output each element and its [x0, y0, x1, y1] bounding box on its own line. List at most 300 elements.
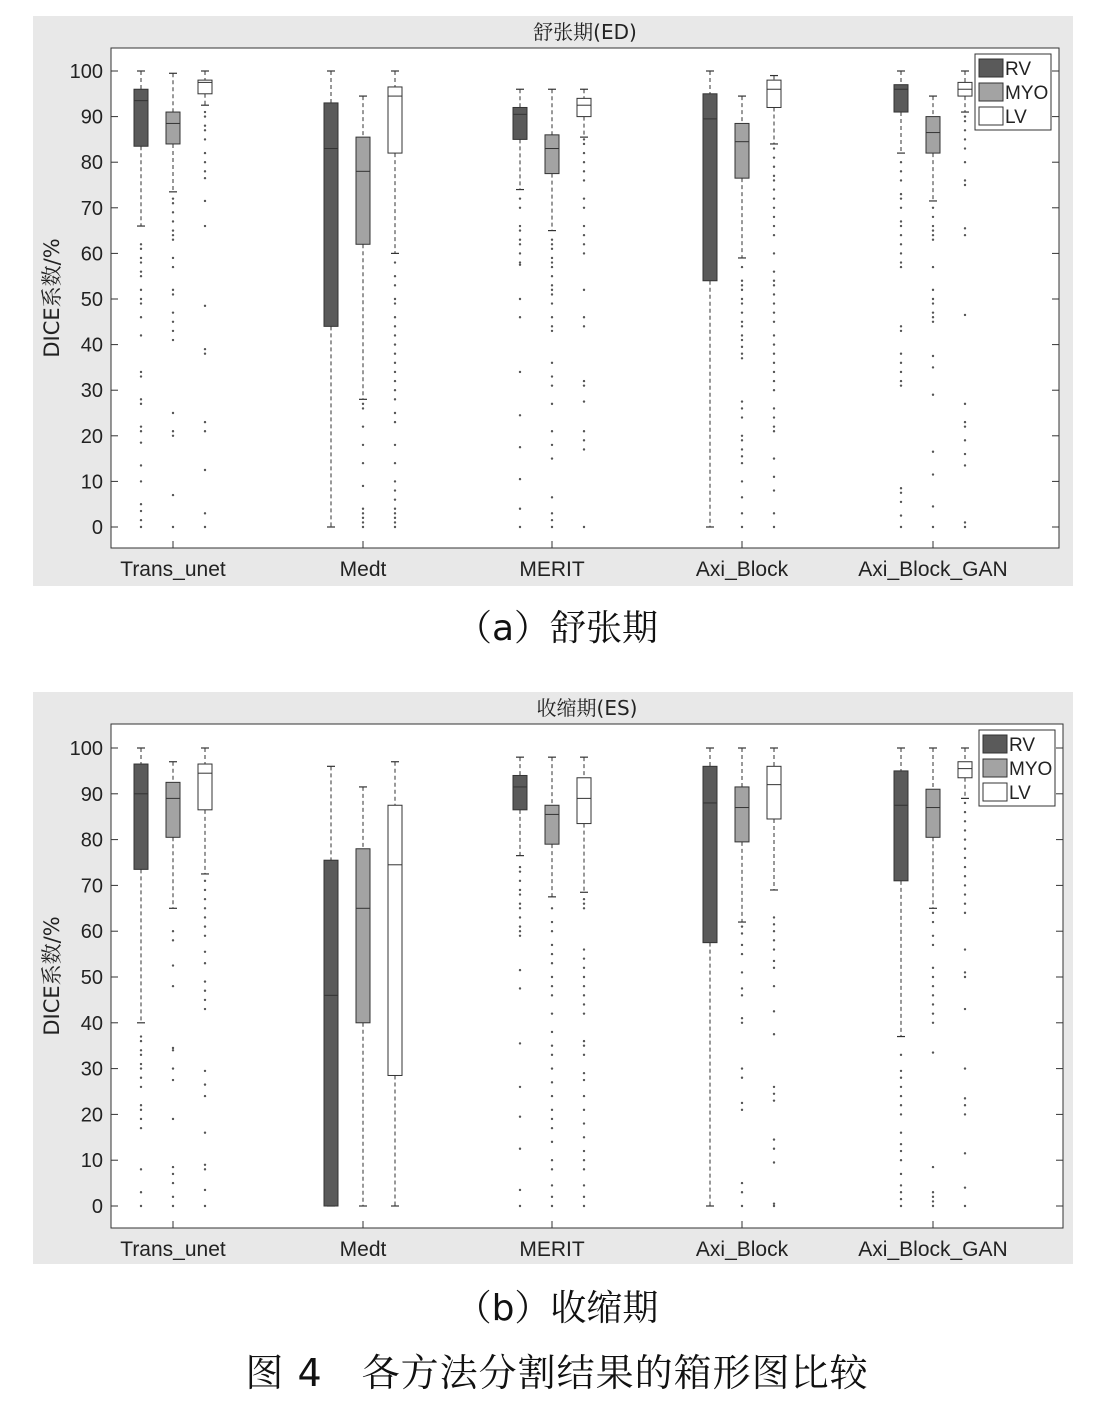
outlier-point: [140, 403, 142, 405]
outlier-point: [394, 526, 396, 528]
outlier-point: [932, 239, 934, 241]
outlier-point: [932, 394, 934, 396]
outlier-point: [583, 138, 585, 140]
outlier-point: [964, 1104, 966, 1106]
outlier-point: [741, 357, 743, 359]
outlier-point: [900, 1205, 902, 1207]
box-body: [926, 789, 940, 837]
outlier-point: [773, 311, 775, 313]
outlier-point: [519, 243, 521, 245]
outlier-point: [900, 1132, 902, 1134]
outlier-point: [172, 229, 174, 231]
outlier-point: [964, 453, 966, 455]
outlier-point: [773, 197, 775, 199]
y-tick-label: 60: [80, 243, 103, 266]
outlier-point: [932, 266, 934, 268]
subfigure-caption-b: （b）收缩期: [455, 1288, 659, 1329]
outlier-point: [204, 469, 206, 471]
outlier-point: [172, 985, 174, 987]
outlier-point: [932, 935, 934, 937]
outlier-point: [741, 289, 743, 291]
outlier-point: [172, 257, 174, 259]
outlier-point: [900, 261, 902, 263]
outlier-point: [519, 371, 521, 373]
outlier-point: [551, 1081, 553, 1083]
legend-swatch-lv: [983, 783, 1007, 801]
outlier-point: [900, 1104, 902, 1106]
outlier-point: [741, 346, 743, 348]
outlier-point: [773, 967, 775, 969]
outlier-point: [551, 316, 553, 318]
outlier-point: [394, 412, 396, 414]
outlier-point: [172, 330, 174, 332]
outlier-point: [172, 939, 174, 941]
outlier-point: [172, 430, 174, 432]
y-tick-label: 0: [91, 517, 103, 539]
outlier-point: [741, 994, 743, 996]
outlier-point: [551, 1109, 553, 1111]
outlier-point: [140, 1040, 142, 1042]
outlier-point: [140, 1109, 142, 1111]
outlier-point: [519, 889, 521, 891]
y-tick-label: 90: [80, 106, 103, 129]
outlier-point: [362, 517, 364, 519]
outlier-point: [519, 866, 521, 868]
outlier-point: [900, 514, 902, 516]
outlier-point: [172, 266, 174, 268]
outlier-point: [204, 129, 206, 131]
outlier-point: [140, 1168, 142, 1170]
outlier-point: [964, 811, 966, 813]
outlier-point: [551, 1168, 553, 1170]
outlier-point: [551, 325, 553, 327]
outlier-point: [362, 508, 364, 510]
box-body: [703, 94, 717, 281]
outlier-point: [964, 1067, 966, 1069]
outlier-point: [204, 115, 206, 117]
outlier-point: [932, 1196, 934, 1198]
outlier-point: [583, 1196, 585, 1198]
chart-panel-diastole: [33, 16, 1073, 586]
outlier-point: [551, 526, 553, 528]
outlier-point: [932, 473, 934, 475]
outlier-point: [362, 407, 364, 409]
outlier-point: [204, 1132, 206, 1134]
outlier-point: [519, 1148, 521, 1150]
outlier-point: [204, 1008, 206, 1010]
outlier-point: [741, 462, 743, 464]
legend: [979, 730, 1055, 806]
outlier-point: [172, 234, 174, 236]
outlier-point: [964, 893, 966, 895]
outlier-point: [932, 298, 934, 300]
y-tick-label: 70: [80, 197, 103, 220]
outlier-point: [741, 416, 743, 418]
outlier-point: [741, 1191, 743, 1193]
outlier-point: [964, 1186, 966, 1188]
outlier-point: [172, 964, 174, 966]
outlier-point: [583, 1184, 585, 1186]
outlier-point: [583, 316, 585, 318]
outlier-point: [172, 1047, 174, 1049]
outlier-point: [551, 275, 553, 277]
outlier-point: [551, 1159, 553, 1161]
outlier-point: [932, 311, 934, 313]
outlier-point: [964, 464, 966, 466]
legend-label-rv: RV: [1009, 735, 1036, 756]
outlier-point: [741, 448, 743, 450]
outlier-point: [741, 266, 743, 268]
outlier-point: [773, 476, 775, 478]
outlier-point: [741, 311, 743, 313]
outlier-point: [583, 1072, 585, 1074]
outlier-point: [204, 1168, 206, 1170]
outlier-point: [964, 838, 966, 840]
outlier-point: [932, 976, 934, 978]
outlier-point: [900, 353, 902, 355]
legend-swatch-rv: [983, 735, 1007, 753]
outlier-point: [551, 1205, 553, 1207]
outlier-point: [140, 298, 142, 300]
outlier-point: [964, 234, 966, 236]
outlier-point: [394, 343, 396, 345]
chart-diastole: [33, 16, 1073, 586]
outlier-point: [964, 161, 966, 163]
outlier-point: [551, 930, 553, 932]
outlier-point: [583, 1045, 585, 1047]
outlier-point: [741, 339, 743, 341]
outlier-point: [583, 430, 585, 432]
outlier-point: [551, 257, 553, 259]
outlier-point: [773, 425, 775, 427]
y-tick-label: 0: [91, 1196, 103, 1218]
legend-label-lv: LV: [1009, 783, 1031, 804]
box-body: [134, 764, 148, 869]
outlier-point: [583, 243, 585, 245]
outlier-point: [583, 957, 585, 959]
outlier-point: [551, 1095, 553, 1097]
box-body: [767, 80, 781, 107]
outlier-point: [583, 1205, 585, 1207]
outlier-point: [394, 521, 396, 523]
outlier-point: [519, 225, 521, 227]
outlier-point: [394, 398, 396, 400]
outlier-point: [900, 1113, 902, 1115]
outlier-point: [964, 147, 966, 149]
outlier-point: [204, 1164, 206, 1166]
outlier-point: [172, 289, 174, 291]
outlier-point: [551, 261, 553, 263]
outlier-point: [741, 302, 743, 304]
outlier-point: [932, 526, 934, 528]
box-body: [894, 771, 908, 881]
outlier-point: [140, 425, 142, 427]
outlier-point: [964, 120, 966, 122]
outlier-point: [394, 380, 396, 382]
outlier-point: [172, 220, 174, 222]
outlier-point: [773, 321, 775, 323]
box-body: [388, 87, 402, 153]
outlier-point: [741, 944, 743, 946]
outlier-point: [900, 220, 902, 222]
outlier-point: [551, 976, 553, 978]
outlier-point: [140, 519, 142, 521]
outlier-point: [551, 284, 553, 286]
outlier-point: [583, 1136, 585, 1138]
y-tick-label: 30: [80, 380, 103, 403]
outlier-point: [583, 898, 585, 900]
outlier-point: [551, 239, 553, 241]
box-body: [958, 762, 972, 778]
outlier-point: [932, 316, 934, 318]
outlier-point: [551, 1031, 553, 1033]
outlier-point: [964, 439, 966, 441]
outlier-point: [900, 371, 902, 373]
outlier-point: [773, 175, 775, 177]
outlier-point: [583, 994, 585, 996]
outlier-point: [964, 912, 966, 914]
outlier-point: [900, 325, 902, 327]
outlier-point: [204, 111, 206, 113]
outlier-point: [583, 143, 585, 145]
outlier-point: [900, 1095, 902, 1097]
outlier-point: [519, 207, 521, 209]
x-tick-label: MERIT: [519, 1238, 585, 1261]
outlier-point: [773, 334, 775, 336]
outlier-point: [172, 339, 174, 341]
outlier-point: [773, 216, 775, 218]
outlier-point: [900, 243, 902, 245]
outlier-point: [900, 1086, 902, 1088]
outlier-point: [773, 930, 775, 932]
outlier-point: [900, 492, 902, 494]
outlier-point: [519, 197, 521, 199]
outlier-point: [773, 389, 775, 391]
outlier-point: [519, 969, 521, 971]
outlier-point: [140, 1104, 142, 1106]
outlier-point: [583, 948, 585, 950]
outlier-point: [964, 115, 966, 117]
outlier-point: [394, 302, 396, 304]
outlier-point: [519, 229, 521, 231]
outlier-point: [394, 362, 396, 364]
outlier-point: [773, 526, 775, 528]
outlier-point: [900, 526, 902, 528]
outlier-point: [741, 925, 743, 927]
outlier-point: [204, 999, 206, 1001]
outlier-point: [362, 526, 364, 528]
outlier-point: [932, 921, 934, 923]
outlier-point: [140, 1191, 142, 1193]
subfigure-caption-a: （a）舒张期: [455, 608, 659, 649]
outlier-point: [204, 990, 206, 992]
outlier-point: [519, 414, 521, 416]
outlier-point: [140, 289, 142, 291]
y-tick-label: 70: [80, 875, 103, 898]
outlier-point: [140, 510, 142, 512]
outlier-point: [583, 976, 585, 978]
outlier-point: [140, 398, 142, 400]
outlier-point: [172, 1079, 174, 1081]
outlier-point: [964, 971, 966, 973]
outlier-point: [551, 1054, 553, 1056]
outlier-point: [773, 166, 775, 168]
outlier-point: [204, 170, 206, 172]
outlier-point: [583, 384, 585, 386]
outlier-point: [900, 1191, 902, 1193]
box-body: [513, 107, 527, 139]
outlier-point: [741, 496, 743, 498]
outlier-point: [964, 948, 966, 950]
x-tick-label: Axi_Block: [695, 1238, 789, 1261]
outlier-point: [172, 526, 174, 528]
outlier-point: [583, 1150, 585, 1152]
outlier-point: [140, 503, 142, 505]
y-tick-label: 30: [80, 1058, 103, 1081]
box-body: [166, 112, 180, 144]
outlier-point: [519, 1189, 521, 1191]
outlier-point: [900, 161, 902, 163]
legend-label-myo: MYO: [1009, 759, 1053, 780]
outlier-point: [773, 353, 775, 355]
outlier-point: [773, 302, 775, 304]
outlier-point: [519, 987, 521, 989]
outlier-point: [583, 448, 585, 450]
outlier-point: [362, 444, 364, 446]
outlier-point: [140, 464, 142, 466]
outlier-point: [140, 1127, 142, 1129]
outlier-point: [900, 362, 902, 364]
outlier-point: [394, 508, 396, 510]
x-tick-label: Axi_Block_GAN: [858, 558, 1008, 581]
outlier-point: [583, 197, 585, 199]
outlier-point: [932, 225, 934, 227]
outlier-point: [583, 234, 585, 236]
outlier-point: [583, 289, 585, 291]
outlier-point: [773, 1086, 775, 1088]
outlier-point: [741, 953, 743, 955]
outlier-point: [551, 375, 553, 377]
outlier-point: [583, 170, 585, 172]
outlier-point: [140, 1118, 142, 1120]
outlier-point: [773, 225, 775, 227]
outlier-point: [741, 1077, 743, 1079]
outlier-point: [551, 985, 553, 987]
outlier-point: [172, 1049, 174, 1051]
y-tick-label: 60: [80, 921, 103, 944]
x-tick-label: Trans_unet: [120, 558, 226, 581]
outlier-point: [362, 403, 364, 405]
outlier-point: [932, 985, 934, 987]
outlier-point: [932, 234, 934, 236]
outlier-point: [932, 967, 934, 969]
outlier-point: [741, 480, 743, 482]
outlier-point: [519, 261, 521, 263]
outlier-point: [741, 1205, 743, 1207]
outlier-point: [204, 935, 206, 937]
chart-title: 舒张期(ED): [533, 20, 637, 44]
outlier-point: [140, 526, 142, 528]
box-body: [324, 860, 338, 1206]
outlier-point: [172, 293, 174, 295]
outlier-point: [900, 179, 902, 181]
outlier-point: [773, 1161, 775, 1163]
outlier-point: [741, 1109, 743, 1111]
outlier-point: [551, 293, 553, 295]
box-body: [166, 782, 180, 837]
outlier-point: [394, 261, 396, 263]
y-tick-label: 80: [80, 152, 103, 175]
outlier-point: [551, 994, 553, 996]
outlier-point: [964, 829, 966, 831]
outlier-point: [204, 161, 206, 163]
outlier-point: [964, 129, 966, 131]
outlier-point: [204, 430, 206, 432]
outlier-point: [964, 403, 966, 405]
outlier-point: [140, 302, 142, 304]
outlier-point: [172, 930, 174, 932]
outlier-point: [932, 1022, 934, 1024]
outlier-point: [519, 893, 521, 895]
outlier-point: [964, 526, 966, 528]
outlier-point: [140, 371, 142, 373]
outlier-point: [394, 334, 396, 336]
outlier-point: [900, 487, 902, 489]
outlier-point: [964, 1152, 966, 1154]
outlier-point: [964, 857, 966, 859]
outlier-point: [773, 416, 775, 418]
outlier-point: [172, 202, 174, 204]
outlier-point: [741, 280, 743, 282]
outlier-point: [551, 907, 553, 909]
outlier-point: [900, 1173, 902, 1175]
outlier-point: [519, 930, 521, 932]
outlier-point: [583, 903, 585, 905]
outlier-point: [519, 907, 521, 909]
box-body: [198, 764, 212, 810]
outlier-point: [172, 239, 174, 241]
y-tick-label: 20: [80, 425, 103, 448]
outlier-point: [519, 870, 521, 872]
outlier-point: [741, 321, 743, 323]
box-body: [513, 775, 527, 809]
outlier-point: [140, 243, 142, 245]
outlier-point: [583, 967, 585, 969]
outlier-point: [932, 912, 934, 914]
outlier-point: [551, 1067, 553, 1069]
outlier-point: [900, 252, 902, 254]
outlier-point: [140, 257, 142, 259]
outlier-point: [204, 980, 206, 982]
outlier-point: [172, 494, 174, 496]
outlier-point: [362, 462, 364, 464]
outlier-point: [583, 1109, 585, 1111]
outlier-point: [204, 177, 206, 179]
outlier-point: [519, 1205, 521, 1207]
outlier-point: [394, 421, 396, 423]
plot-area: [111, 48, 1059, 548]
outlier-point: [773, 362, 775, 364]
outlier-point: [551, 1045, 553, 1047]
x-tick-label: Axi_Block_GAN: [858, 1238, 1008, 1261]
outlier-point: [583, 252, 585, 254]
outlier-point: [172, 1182, 174, 1184]
outlier-point: [551, 512, 553, 514]
y-tick-label: 20: [80, 1104, 103, 1127]
outlier-point: [362, 425, 364, 427]
y-tick-label: 40: [80, 1012, 103, 1035]
outlier-point: [773, 489, 775, 491]
